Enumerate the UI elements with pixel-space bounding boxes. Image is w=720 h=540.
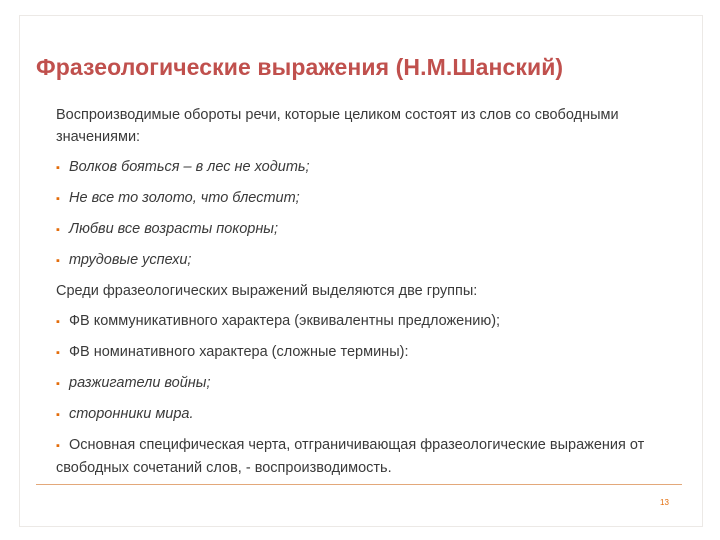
slide-content (56, 104, 656, 487)
example-text: разжигатели войны; (69, 375, 211, 391)
conclusion-item (56, 434, 656, 479)
group-item (56, 310, 656, 333)
example-text: Не все то золото, что блестит; (69, 190, 300, 206)
intro-paragraph: Воспроизводимые обороты речи, которые целиком состоят из слов со свободными значениями: (56, 107, 619, 145)
slide-title: Фразеологические выражения (Н.М.Шанский) (36, 54, 564, 80)
example-item (56, 218, 656, 241)
example-item (56, 372, 656, 395)
bullet-icon: ▪ (56, 193, 60, 205)
bullet-icon: ▪ (56, 162, 60, 174)
example-item (56, 249, 656, 272)
group-text: ФВ номинативного характера (сложные термины): (69, 344, 409, 360)
example-item (56, 156, 656, 179)
conclusion-text: Основная специфическая черта, отграничивающая фразеологические выражения от свободных сочетаний слов, - воспроизводимость. (56, 437, 645, 476)
example-text: Волков бояться – в лес не ходить; (69, 159, 310, 175)
page-number: 13 (660, 498, 669, 507)
example-text: сторонники мира. (69, 406, 194, 422)
example-item (56, 187, 656, 210)
bullet-icon: ▪ (56, 378, 60, 390)
example-text: Любви все возрасты покорны; (69, 221, 278, 237)
bullet-icon: ▪ (56, 347, 60, 359)
bullet-icon: ▪ (56, 224, 60, 236)
bullet-icon: ▪ (56, 409, 60, 421)
bullet-icon: ▪ (56, 440, 60, 452)
group-text: ФВ коммуникативного характера (эквивалентны предложению); (69, 313, 501, 329)
groups-intro-paragraph: Среди фразеологических выражений выделяются две группы: (56, 283, 478, 299)
example-text: трудовые успехи; (69, 252, 192, 268)
example-item (56, 403, 656, 426)
bullet-icon: ▪ (56, 316, 60, 328)
footer-divider (36, 484, 682, 485)
bullet-icon: ▪ (56, 255, 60, 267)
group-item (56, 341, 656, 364)
